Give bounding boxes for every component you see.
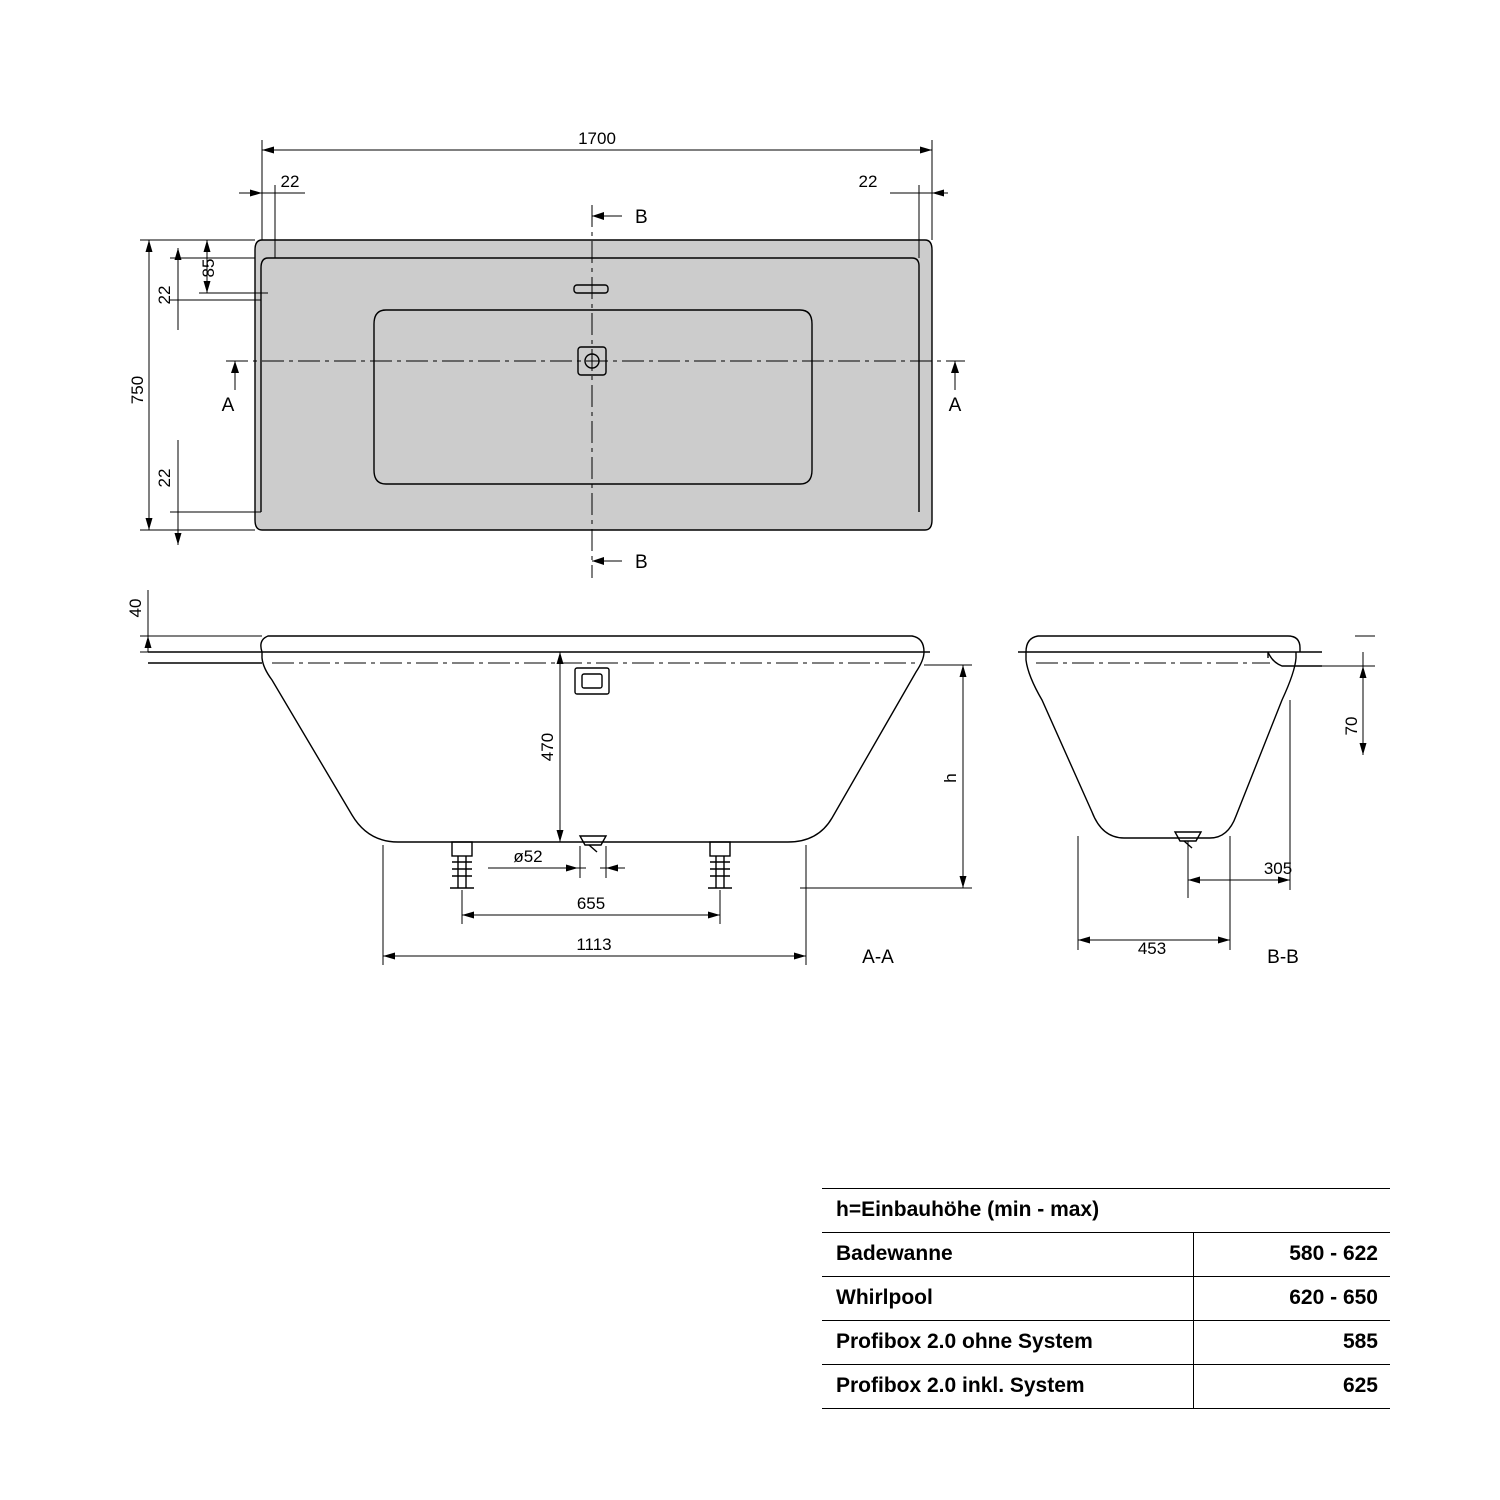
section-mark-a-right: A bbox=[948, 395, 962, 416]
overflow-fitting-aa bbox=[575, 668, 609, 694]
top-view bbox=[128, 129, 965, 578]
row-value-badewanne: 580 - 622 bbox=[1194, 1233, 1391, 1277]
section-mark-b-top: B bbox=[635, 207, 648, 228]
table-row bbox=[822, 1321, 1390, 1365]
dim-base-length: 1113 bbox=[576, 935, 612, 954]
dim-overall-width: 750 bbox=[128, 375, 147, 405]
row-value-profibox-ohne-system: 585 bbox=[1194, 1321, 1391, 1365]
table-row bbox=[822, 1233, 1390, 1277]
drain-outlet-bb bbox=[1175, 832, 1201, 841]
dim-edge-right: 22 bbox=[858, 172, 878, 191]
dim-height-symbol: h bbox=[941, 773, 960, 783]
section-a-a bbox=[126, 590, 972, 968]
support-foot-right bbox=[708, 842, 732, 888]
dim-inner-depth: 470 bbox=[538, 732, 557, 762]
row-label-profibox-ohne-system: Profibox 2.0 ohne System bbox=[822, 1321, 1194, 1365]
section-mark-b-bottom: B bbox=[635, 552, 648, 573]
dim-feet-spacing: 655 bbox=[576, 894, 606, 913]
section-label-bb: B-B bbox=[1267, 947, 1299, 968]
dim-drain-offset: 305 bbox=[1263, 859, 1293, 878]
table-header-label: h=Einbauhöhe (min - max) bbox=[822, 1189, 1390, 1233]
dim-edge-top: 22 bbox=[155, 285, 174, 305]
dim-rim-detail: 85 bbox=[199, 258, 218, 278]
drain-outlet-aa bbox=[580, 836, 606, 845]
dim-edge-bottom: 22 bbox=[155, 468, 174, 488]
dim-overall-length: 1700 bbox=[578, 129, 616, 148]
section-mark-a-left: A bbox=[221, 395, 235, 416]
section-b-b bbox=[1018, 636, 1375, 968]
row-label-badewanne: Badewanne bbox=[822, 1233, 1194, 1277]
row-label-whirlpool: Whirlpool bbox=[822, 1277, 1194, 1321]
installation-height-table bbox=[822, 1188, 1390, 1409]
row-label-profibox-inkl-system: Profibox 2.0 inkl. System bbox=[822, 1365, 1194, 1409]
dim-base-width: 453 bbox=[1137, 939, 1167, 958]
table-row bbox=[822, 1277, 1390, 1321]
dim-drain-diameter: ø52 bbox=[513, 847, 543, 866]
dim-overflow-height: 70 bbox=[1342, 716, 1361, 736]
dim-rim-thickness: 40 bbox=[126, 598, 145, 618]
support-foot-left bbox=[450, 842, 474, 888]
row-value-whirlpool: 620 - 650 bbox=[1194, 1277, 1391, 1321]
table-row bbox=[822, 1365, 1390, 1409]
dim-edge-left: 22 bbox=[280, 172, 300, 191]
table-header-row bbox=[822, 1189, 1390, 1233]
section-label-aa: A-A bbox=[862, 947, 894, 968]
row-value-profibox-inkl-system: 625 bbox=[1194, 1365, 1391, 1409]
